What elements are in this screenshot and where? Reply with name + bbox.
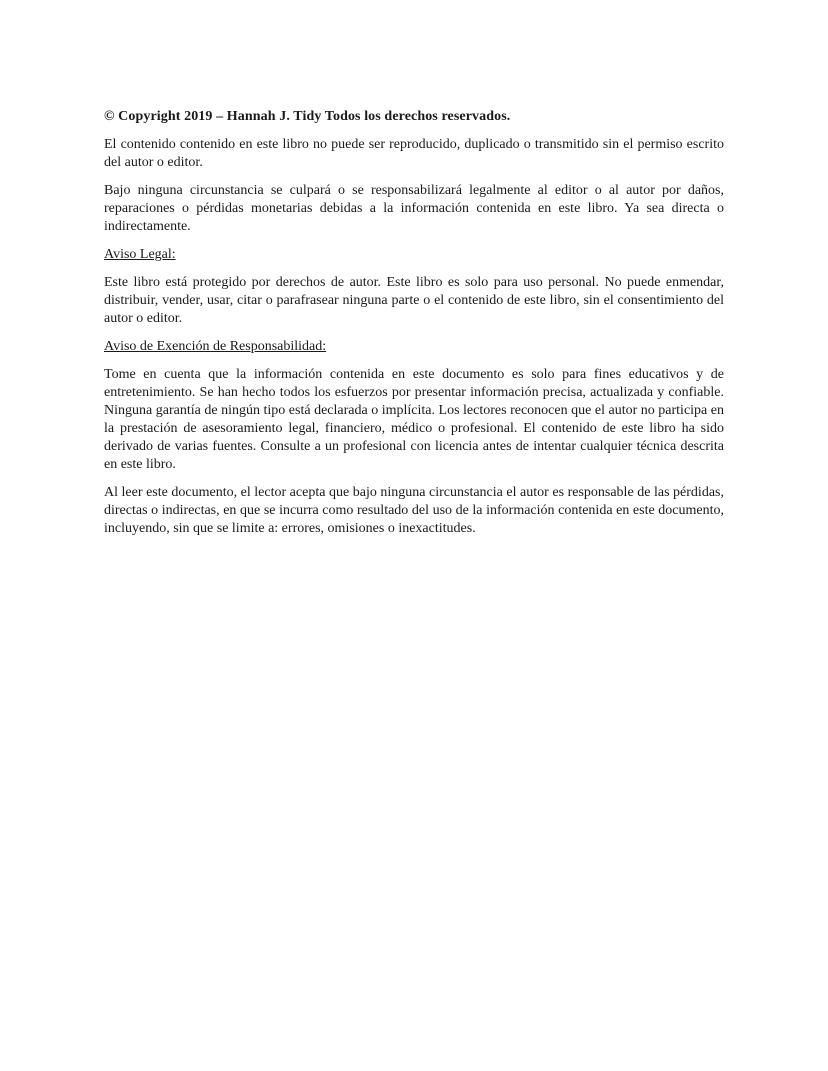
legal-notice-paragraph: Este libro está protegido por derechos de autor. Este libro es solo para uso personal. No puede enmendar, distribuir, vender, usar, citar o parafrasear ninguna parte o el contenido de este libro, sin el consentimiento del autor o editor. xyxy=(104,275,724,326)
liability-paragraph: Bajo ninguna circunstancia se culpará o se responsabilizará legalmente al editor o al autor por daños, reparaciones o pérdidas monetarias debidas a la información contenida en este libro. Ya sea directa o indirectamente. xyxy=(104,183,724,234)
reproduction-paragraph: El contenido contenido en este libro no puede ser reproducido, duplicado o transmitido sin el permiso escrito del autor o editor. xyxy=(104,137,724,170)
legal-notice-heading: Aviso Legal: xyxy=(104,247,176,262)
document-page xyxy=(104,108,724,548)
copyright-title: © Copyright 2019 – Hannah J. Tidy Todos los derechos reservados. xyxy=(104,109,511,124)
disclaimer-heading: Aviso de Exención de Responsabilidad: xyxy=(104,339,327,354)
disclaimer-paragraph: Tome en cuenta que la información contenida en este documento es solo para fines educativos y de entretenimiento. Se han hecho todos los esfuerzos por presentar información precisa, actualizada y confiable. Ninguna garantía de ningún tipo está declarada o implícita. Los lectores reconocen que el autor no participa en la prestación de asesoramiento legal, financiero, médico o profesional. El contenido de este libro ha sido derivado de varias fuentes. Consulte a un profesional con licencia antes de intentar cualquier técnica descrita en este libro. xyxy=(104,367,724,472)
acceptance-paragraph: Al leer este documento, el lector acepta que bajo ninguna circunstancia el autor es responsable de las pérdidas, directas o indirectas, en que se incurra como resultado del uso de la información contenida en este documento, incluyendo, sin que se limite a: errores, omisiones o inexactitudes. xyxy=(104,485,724,536)
